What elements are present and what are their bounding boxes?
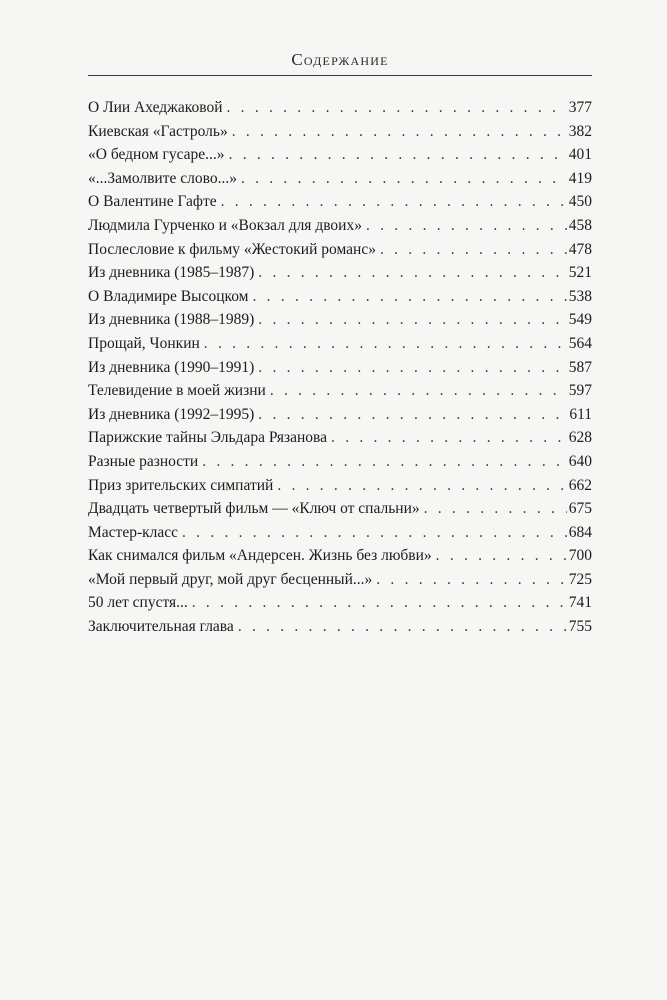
dot-leader [241,167,567,191]
toc-entry [88,403,592,427]
toc-entry-title: О Владимире Высоцком [88,287,249,305]
toc-entry-title: 50 лет спустя... [88,594,188,612]
toc-entry-page: 564 [568,334,592,352]
toc-entry-page: 611 [569,405,592,423]
toc-entry [88,450,592,474]
toc-entry-title: О Валентине Гафте [88,193,217,211]
toc-entry-title: Заключительная глава [88,618,234,636]
toc-entry-page: 640 [568,452,592,470]
dot-leader [258,261,566,285]
toc-entry [88,615,592,639]
toc-entry-page: 755 [568,618,592,636]
toc-entry-title: О Лии Ахеджаковой [88,99,223,116]
toc-entry-page: 628 [568,429,592,447]
toc-entry-page: 538 [568,287,592,305]
toc-entry [88,332,592,356]
toc-entry-title: Мастер-класс [88,523,179,541]
dot-leader [380,238,567,262]
toc-entry-page: 549 [568,311,592,329]
running-head: Содержание [291,50,389,69]
dot-leader [202,450,567,474]
toc-entry [88,167,592,191]
toc-entry-page: 684 [568,523,592,541]
dot-leader [192,591,567,615]
toc-entry-title: «...Замолвите слово...» [88,169,237,187]
toc-entry-title: Двадцать четвертый фильм — «Ключ от спальни» [88,500,420,518]
toc-entry-page: 401 [568,146,592,164]
toc-entry-title: Из дневника (1990–1991) [88,358,255,376]
toc-entry-title: Разные разности [88,452,199,470]
toc-entry [88,190,592,214]
dot-leader [424,497,567,521]
toc-entry [88,521,592,545]
toc-entry-title: Как снимался фильм «Андерсен. Жизнь без любви» [88,547,432,565]
toc-entry [88,544,592,568]
dot-leader [436,544,567,568]
toc-entry-page: 419 [568,169,592,187]
toc-entry-title: «Мой первый друг, мой друг бесценный...» [88,570,373,588]
toc-entry [88,591,592,615]
toc-entry [88,568,592,592]
toc-entry-title: Людмила Гурченко и «Вокзал для двоих» [88,216,362,234]
toc-entry-page: 458 [568,216,592,234]
dot-leader [253,285,567,309]
dot-leader [270,379,567,403]
toc-entry-page: 700 [568,547,592,565]
dot-leader [331,426,567,450]
toc-entry [88,261,592,285]
dot-leader [182,521,567,545]
dot-leader [204,332,567,356]
toc-entry-page: 597 [568,382,592,400]
dot-leader [221,190,567,214]
toc-entry-page: 377 [568,99,592,116]
toc-entry-page: 587 [568,358,592,376]
toc-entry [88,379,592,403]
toc-entry [88,96,592,120]
toc-entry [88,238,592,262]
toc-entry [88,285,592,309]
dot-leader [227,96,567,120]
toc-entry-title: «О бедном гусаре...» [88,146,225,164]
dot-leader [258,403,567,427]
table-of-contents [88,96,592,639]
toc-entry-page: 662 [568,476,592,494]
dot-leader [232,120,567,144]
dot-leader [238,615,567,639]
toc-entry [88,356,592,380]
toc-entry-page: 450 [568,193,592,211]
toc-entry-page: 478 [568,240,592,258]
toc-entry [88,308,592,332]
dot-leader [258,308,566,332]
header-rule [88,75,592,76]
toc-entry-title: Из дневника (1985–1987) [88,264,255,282]
toc-entry-page: 521 [568,264,592,282]
dot-leader [366,214,567,238]
toc-entry-title: Парижские тайны Эльдара Рязанова [88,429,328,447]
toc-entry [88,120,592,144]
dot-leader [277,474,566,498]
toc-entry [88,426,592,450]
toc-entry [88,143,592,167]
toc-entry-title: Прощай, Чонкин [88,334,200,352]
toc-entry-title: Телевидение в моей жизни [88,382,266,400]
toc-entry [88,214,592,238]
dot-leader [229,143,567,167]
toc-entry-title: Киевская «Гастроль» [88,122,228,140]
toc-entry-page: 382 [568,122,592,140]
dot-leader [376,568,566,592]
dot-leader [258,356,566,380]
toc-entry-title: Из дневника (1988–1989) [88,311,255,329]
toc-entry-page: 675 [568,500,592,518]
toc-entry [88,474,592,498]
toc-entry-title: Послесловие к фильму «Жестокий романс» [88,240,376,258]
toc-entry-page: 725 [568,570,592,588]
toc-entry-title: Из дневника (1992–1995) [88,405,255,423]
toc-entry-page: 741 [568,594,592,612]
toc-entry [88,497,592,521]
toc-entry-title: Приз зрительских симпатий [88,476,274,494]
